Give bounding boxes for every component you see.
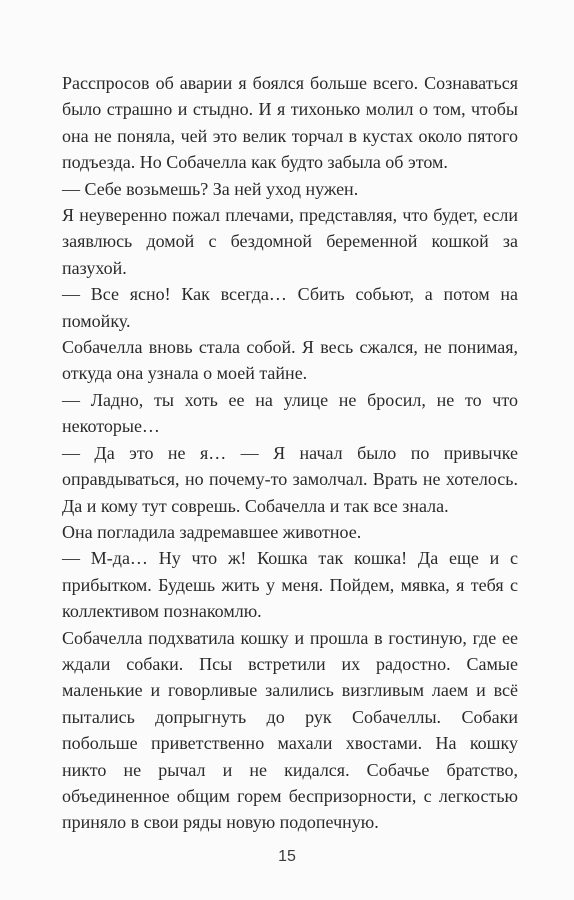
paragraph-4: — Все ясно! Как всегда… Сбить собьют, а потом на помойку. xyxy=(62,284,518,331)
paragraph-9: — М-да… Ну что ж! Кошка так кошка! Да еще и с прибытком. Будешь жить у меня. Пойдем, мявка, я тебя с коллективом познакомлю. xyxy=(62,548,518,622)
paragraph-2: — Себе возьмешь? За ней уход нужен. xyxy=(62,178,359,199)
body-text xyxy=(62,70,518,836)
paragraph-8: Она погладила задремавшее животное. xyxy=(62,521,362,542)
paragraph-10: Собачелла подхватила кошку и прошла в гостиную, где ее ждали собаки. Псы встретили их радостно. Самые маленькие и говорливые залились визгливым лаем и всё пытались допрыгнуть до рук Собачеллы. Собаки побольше приветственно махали хвостами. На кошку никто не рычал и не кидался. Собачье братство, объединенное общим горем беспризорности, с легкостью приняло в свои ряды новую подопечную. xyxy=(62,627,518,833)
paragraph-3: Я неуверенно пожал плечами, представляя, что будет, если заявлюсь домой с бездомной беременной кошкой за пазухой. xyxy=(62,205,518,278)
paragraph-7: — Да это не я… — Я начал было по привычке оправдываться, но почему-то замолчал. Врать не хотелось. Да и кому тут соврешь. Собачелла и так все знала. xyxy=(62,442,518,516)
paragraph-5: Собачелла вновь стала собой. Я весь сжался, не понимая, откуда она узнала о моей тайне. xyxy=(62,337,518,384)
page-number: 15 xyxy=(278,848,296,865)
paragraph-6: — Ладно, ты хоть ее на улице не бросил, не то что некоторые… xyxy=(62,389,518,437)
paragraph-1: Расспросов об аварии я боялся больше всего. Сознаваться было страшно и стыдно. И я тихонько молил о том, чтобы она не поняла, чей это велик торчал в кустах около пятого подъезда. Но Собачелла как будто забыла об этом. xyxy=(62,73,518,173)
